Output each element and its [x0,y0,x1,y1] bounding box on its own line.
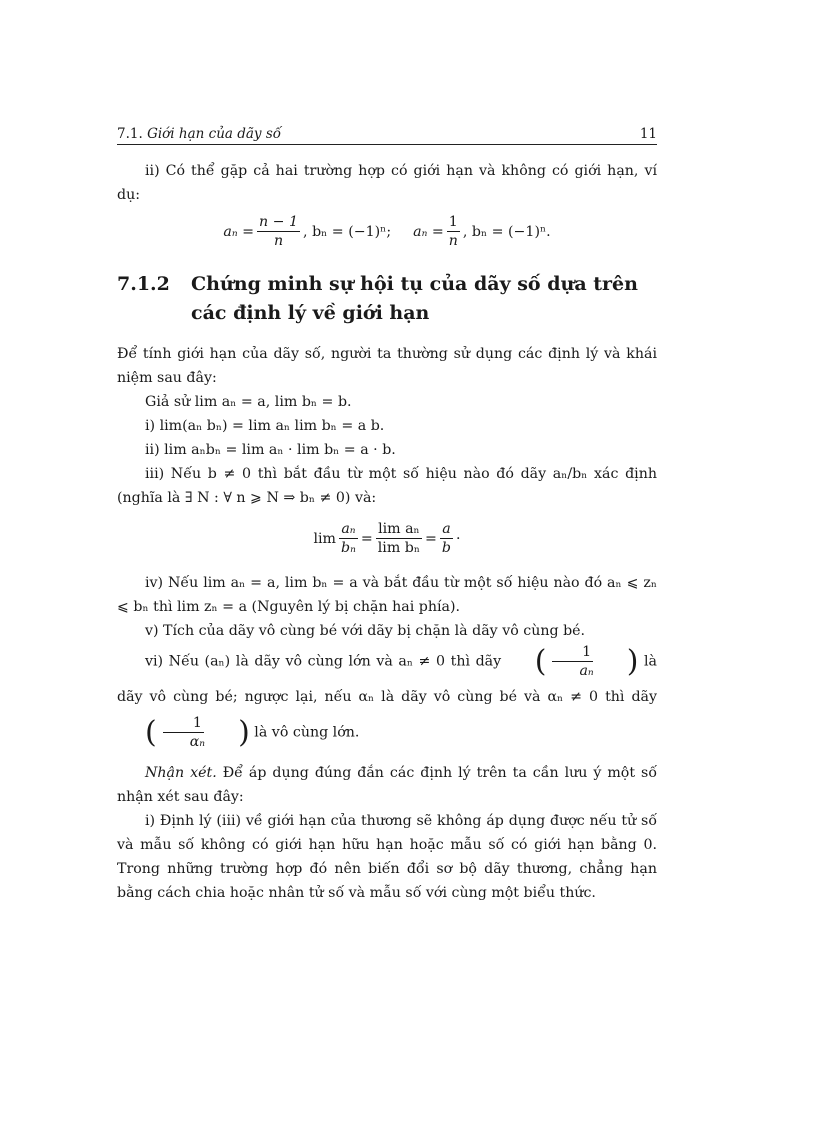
fraction-numerator: a [442,521,451,537]
remark-i: i) Định lý (iii) về giới hạn của thương sẽ không áp dụng được nếu tử số và mẫu số không có giới hạn hữu hạn hoặc mẫu số có giới hạn bằng 0. Trong những trường hợp đó nên biến đổi sơ bộ dãy thương, chẳng hạn bằng cách chia hoặc nhân tử số và mẫu số với cùng một biểu thức. [117,813,657,901]
theorem-ii: ii) lim aₙbₙ = lim aₙ · lim bₙ = a · b. [145,442,396,458]
running-header-title [117,122,281,146]
page [117,118,657,905]
reciprocal-an: ( $\frac{1}{\text{aₙ}}$ ) [534,643,639,679]
reciprocal-alpha: ( $\frac{1}{\text{αₙ}}$ ) [145,714,250,750]
section-number: 7.1.2 [117,273,170,295]
fraction [160,714,207,751]
formula-b2: , bₙ = (−1)ⁿ. [462,223,551,240]
theorem-iii: iii) Nếu b ≠ 0 thì bắt đầu từ một số hiệu nào đó dãy aₙ/bₙ xác định (nghĩa là ∃ N : ∀ n ⩾ N ⇒ bₙ ≠ 0) và: [117,466,657,506]
theorem-v: v) Tích của dãy vô cùng bé với dãy bị chặn là dãy vô cùng bé. [145,623,586,639]
fraction [339,520,358,557]
fraction-denominator: lim bₙ [377,540,421,556]
equals-sign: = [425,530,437,547]
running-header [117,118,657,145]
fraction [376,520,422,557]
remark-text: Để áp dụng đúng đắn các định lý trên ta cần lưu ý một số nhận xét sau đây: [117,765,657,805]
fraction-denominator: n [448,233,458,249]
fraction-numerator: lim aₙ [378,521,420,537]
fraction-numerator: n − 1 [258,214,299,230]
fraction-denominator: n [273,233,284,249]
fraction-numerator: 1 [163,714,204,733]
limit-quotient-formula [117,520,657,557]
equals-sign: = [360,530,373,547]
section-title: Chứng minh sự hội tụ của dãy số dựa trên các định lý về giới hạn [191,273,638,324]
fraction [447,213,460,250]
fraction-denominator: bₙ [341,540,356,556]
formula-a2-lhs: aₙ = [413,223,444,240]
remark-paragraph [117,761,657,809]
fraction-denominator: b [441,540,451,556]
fraction-numerator: 1 [552,643,593,662]
intro-paragraph: ii) Có thể gặp cả hai trường hợp có giới hạn và không có giới hạn, ví dụ: [117,163,657,203]
fraction-numerator: 1 [448,214,458,230]
formula-a1-lhs: aₙ = [223,223,254,240]
lim-operator: lim [313,530,337,547]
paragraph-assumption: Giả sử lim aₙ = a, lim bₙ = b. [145,394,352,410]
theorem-vi-part1: vi) Nếu (aₙ) là dãy vô cùng lớn và aₙ ≠ 0 thì dãy [145,653,502,670]
theorem-vi [117,643,657,751]
header-section-title: Giới hạn của dãy số [147,126,282,142]
fraction-numerator: aₙ [341,521,356,537]
example-formula [117,213,657,250]
page-number: 11 [639,126,657,142]
fraction [549,643,595,680]
theorem-i: i) lim(aₙ bₙ) = lim aₙ lim bₙ = a b. [145,418,385,434]
paragraph-intro-theorems: Để tính giới hạn của dãy số, người ta thường sử dụng các định lý và khái niệm sau đây: [117,346,657,386]
fraction [440,520,453,557]
center-dot: · [456,530,461,547]
section-heading [117,270,657,328]
theorem-vi-part3: là vô cùng lớn. [254,724,360,741]
formula-b1: , bₙ = (−1)ⁿ; [303,223,392,240]
fraction [257,213,300,250]
fraction-denominator: αₙ [189,734,206,750]
header-section-number: 7.1. [117,126,143,142]
theorem-vi-part2: là dãy vô cùng bé; ngược lại, nếu αₙ là dãy vô cùng bé và αₙ ≠ 0 thì dãy [117,653,657,705]
remark-label: Nhận xét. [145,765,217,781]
fraction-denominator: aₙ [579,663,594,679]
theorem-iv: iv) Nếu lim aₙ = a, lim bₙ = a và bắt đầu từ một số hiệu nào đó aₙ ⩽ zₙ ⩽ bₙ thì lim zₙ = a (Nguyên lý bị chặn hai phía). [117,575,657,615]
